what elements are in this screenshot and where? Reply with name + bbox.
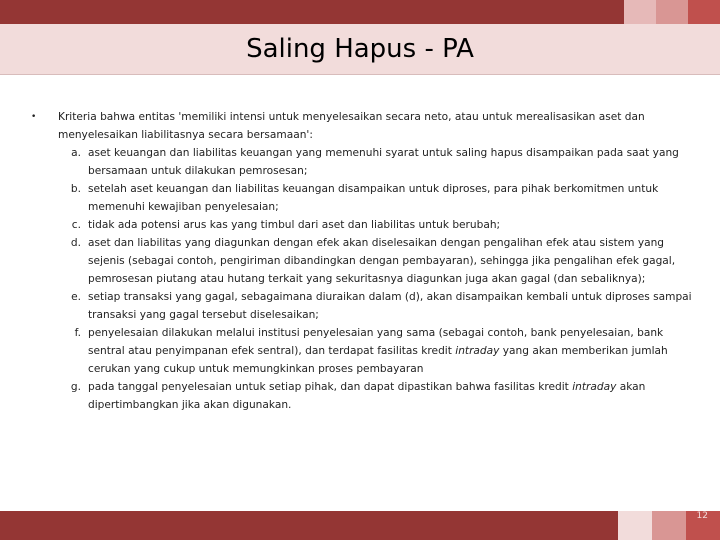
list-item-text-part: aset keuangan dan liabilitas keuangan yang memenuhi syarat untuk saling hapus disampaikan pada saat yang bersamaan untuk dilakukan pemrosesan;	[88, 147, 679, 177]
list-item-text-part: aset dan liabilitas yang diagunkan dengan efek akan diselesaikan dengan pengalihan efek atau sistem yang sejenis (sebagai contoh, pengiriman dibandingkan dengan pembayaran), sehingga jika pengalihan efek gagal, pemrosesan piutang atau hutang terkait yang sekuritasnya diagunkan juga akan gagal (dan sebaliknya);	[88, 237, 676, 285]
top-strip-block-3	[688, 0, 720, 24]
bullet-body	[58, 108, 692, 414]
list-item	[58, 216, 692, 234]
top-strip-block-1	[624, 0, 656, 24]
top-strip-main	[0, 0, 624, 24]
list-item-text	[88, 216, 692, 234]
list-item-text-part: setelah aset keuangan dan liabilitas keuangan disampaikan untuk diproses, para pihak berkomitmen untuk memenuhi kewajiban penyelesaian;	[88, 183, 659, 213]
list-marker: f.	[74, 327, 81, 339]
list-marker: e.	[71, 291, 81, 303]
list-item-text	[88, 144, 692, 180]
list-item	[58, 180, 692, 216]
title-divider	[0, 74, 720, 75]
list-marker: d.	[70, 237, 81, 249]
title-band	[0, 24, 720, 74]
top-strip-block-2	[656, 0, 688, 24]
criteria-intro: Kriteria bahwa entitas 'memiliki intensi untuk menyelesaikan secara neto, atau untuk merealisasikan aset dan menyelesaikan liabilitasnya secara bersamaan':	[58, 111, 645, 141]
list-item	[58, 234, 692, 288]
italic-term: intraday	[455, 345, 500, 357]
list-item-text	[88, 288, 692, 324]
bottom-strip-main	[0, 511, 618, 540]
slide-title: Saling Hapus - PA	[246, 34, 474, 64]
list-item-text-part: akan dipertimbangkan jika akan digunakan.	[88, 381, 646, 411]
bottom-strip-block-1	[618, 511, 652, 540]
list-marker: b.	[70, 183, 81, 195]
list-item-text-part: pada tanggal penyelesaian untuk setiap pihak, dan dapat dipastikan bahwa fasilitas kredit	[88, 381, 573, 393]
bottom-strip-block-2	[652, 511, 686, 540]
list-item-text-part: setiap transaksi yang gagal, sebagaimana diuraikan dalam (d), akan disampaikan kembali untuk diproses sampai transaksi yang gagal tersebut diselesaikan;	[88, 291, 692, 321]
list-item	[58, 324, 692, 378]
top-decor-strip	[0, 0, 720, 24]
bottom-decor-strip	[0, 511, 720, 540]
list-item-text	[88, 378, 692, 414]
criteria-list	[58, 144, 692, 414]
list-item-text-part: penyelesaian dilakukan melalui institusi penyelesaian yang sama (sebagai contoh, bank penyelesaian, bank sentral atau penyimpanan efek sentral), dan terdapat fasilitas kredit	[88, 327, 664, 357]
list-item	[58, 288, 692, 324]
list-item-text	[88, 234, 692, 288]
slide-content	[30, 108, 692, 414]
list-marker: g.	[70, 381, 81, 393]
list-item-text	[88, 324, 692, 378]
list-marker: a.	[71, 147, 81, 159]
bullet-icon: •	[31, 112, 37, 122]
list-item	[58, 378, 692, 414]
bullet-point	[30, 108, 692, 414]
list-item-text-part: yang akan memberikan jumlah cerukan yang cukup untuk memungkinkan proses pembayaran	[88, 345, 668, 375]
list-item	[58, 144, 692, 180]
page-number: 12	[696, 511, 708, 521]
list-item-text	[88, 180, 692, 216]
italic-term: intraday	[572, 381, 617, 393]
list-item-text-part: tidak ada potensi arus kas yang timbul dari aset dan liabilitas untuk berubah;	[88, 219, 501, 231]
list-marker: c.	[71, 219, 81, 231]
